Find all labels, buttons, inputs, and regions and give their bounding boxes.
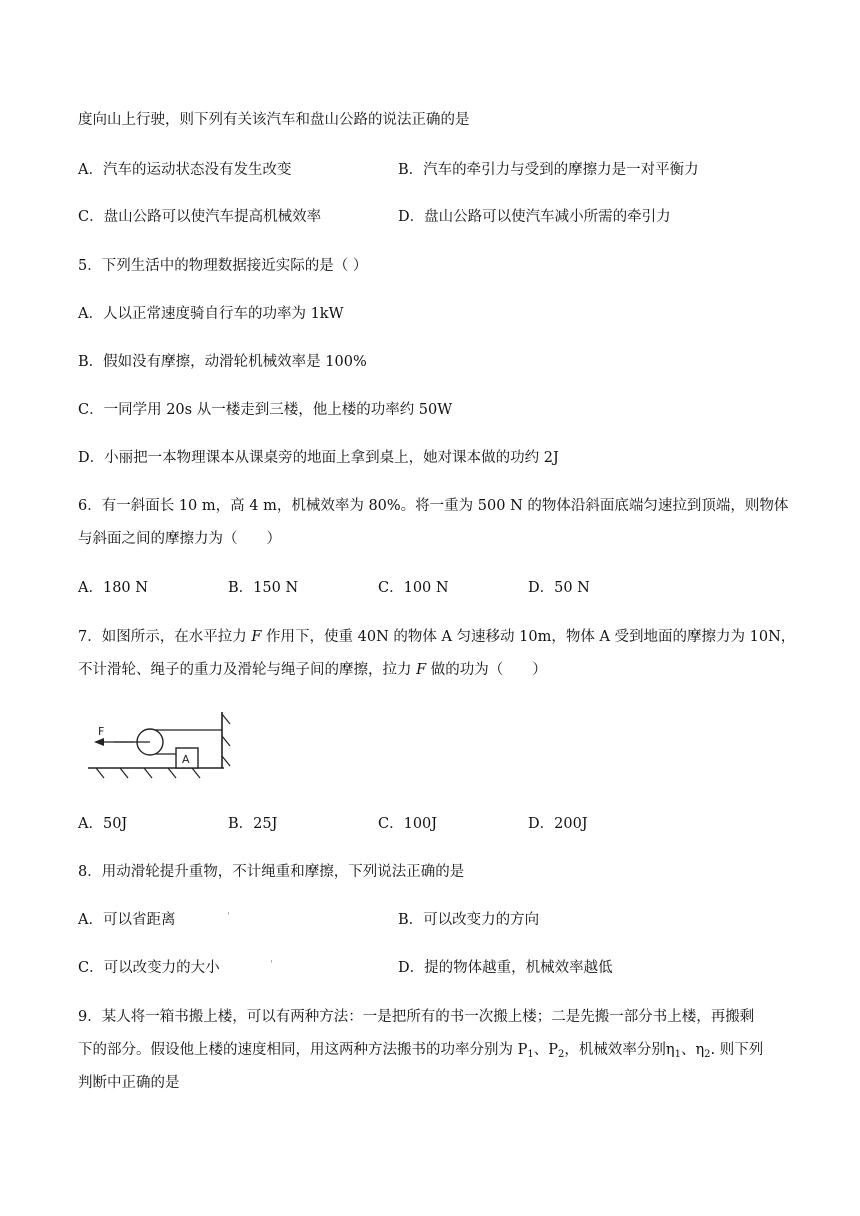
stray-mark: ˈ: [270, 960, 273, 971]
q6-option-b: B．150 N: [228, 580, 299, 596]
q9-stem-line1: 9．某人将一箱书搬上楼，可以有两种方法：一是把所有的书一次搬上楼；二是先搬一部分书上楼，再搬剩: [78, 1009, 755, 1025]
q7-option-b: B．25J: [228, 816, 278, 832]
q7-stem-line2: 不计滑轮、绳子的重力及滑轮与绳子间的摩擦，拉力 F 做的功为（ ）: [78, 662, 547, 678]
ground-hatching: [96, 768, 200, 778]
q6-stem-line2: 与斜面之间的摩擦力为（ ）: [78, 531, 281, 547]
q8-option-b: B．可以改变力的方向: [398, 912, 540, 928]
q4-option-b: B．汽车的牵引力与受到的摩擦力是一对平衡力: [398, 162, 699, 178]
q9-stem-line2: 下的部分。假设他上楼的速度相同，用这两种方法搬书的功率分别为 $P_1$、$P_2$，机械效率分别$\eta_1$、$\eta_2$. 则下列: [78, 1042, 764, 1060]
force-symbol: F: [251, 629, 262, 645]
q6-stem-line1: 6．有一斜面长 10 m，高 4 m，机械效率为 80%。将一重为 500 N 的物体沿斜面底端匀速拉到顶端，则物体: [78, 498, 789, 514]
force-arrowhead: [94, 738, 104, 746]
q4-option-d: D．盘山公路可以使汽车减小所需的牵引力: [398, 209, 671, 225]
q7-stem-line1: 7．如图所示，在水平拉力 F 作用下，使重 40N 的物体 A 匀速移动 10m，物体 A 受到地面的摩擦力为 10N，: [78, 629, 796, 645]
q4-option-a: A．汽车的运动状态没有发生改变: [78, 162, 292, 178]
q4-option-c: C．盘山公路可以使汽车提高机械效率: [78, 209, 322, 225]
wall-hatching: [222, 714, 230, 766]
block-a-label: A: [182, 753, 190, 766]
q9-stem-line3: 判断中正确的是: [78, 1075, 180, 1091]
q5-stem: 5．下列生活中的物理数据接近实际的是（ ）: [78, 258, 368, 274]
q8-stem: 8．用动滑轮提升重物，不计绳重和摩擦，下列说法正确的是: [78, 864, 465, 880]
q5-option-b: B．假如没有摩擦，动滑轮机械效率是 100%: [78, 354, 367, 370]
q7-option-d: D．200J: [528, 816, 588, 832]
q5-option-c: C．一同学用 20s 从一楼走到三楼，他上楼的功率约 50W: [78, 402, 453, 418]
q6-option-d: D．50 N: [528, 580, 590, 596]
force-label: F: [98, 725, 105, 738]
pulley-figure: [84, 708, 244, 784]
q5-option-a: A．人以正常速度骑自行车的功率为 1kW: [78, 306, 344, 322]
q7-option-a: A．50J: [78, 816, 128, 832]
force-symbol: F: [416, 662, 427, 678]
q6-option-c: C．100 N: [378, 580, 449, 596]
q8-option-d: D．提的物体越重，机械效率越低: [398, 960, 613, 976]
q8-option-a: A．可以省距离: [78, 912, 176, 928]
q7-option-c: C．100J: [378, 816, 438, 832]
q4-stem-tail: 度向山上行驶，则下列有关该汽车和盘山公路的说法正确的是: [78, 112, 470, 128]
q5-option-d: D．小丽把一本物理课本从课桌旁的地面上拿到桌上，她对课本做的功约 2J: [78, 450, 559, 466]
stray-mark: ˈ: [227, 912, 230, 923]
q8-option-c: C．可以改变力的大小: [78, 960, 220, 976]
q6-option-a: A．180 N: [78, 580, 148, 596]
